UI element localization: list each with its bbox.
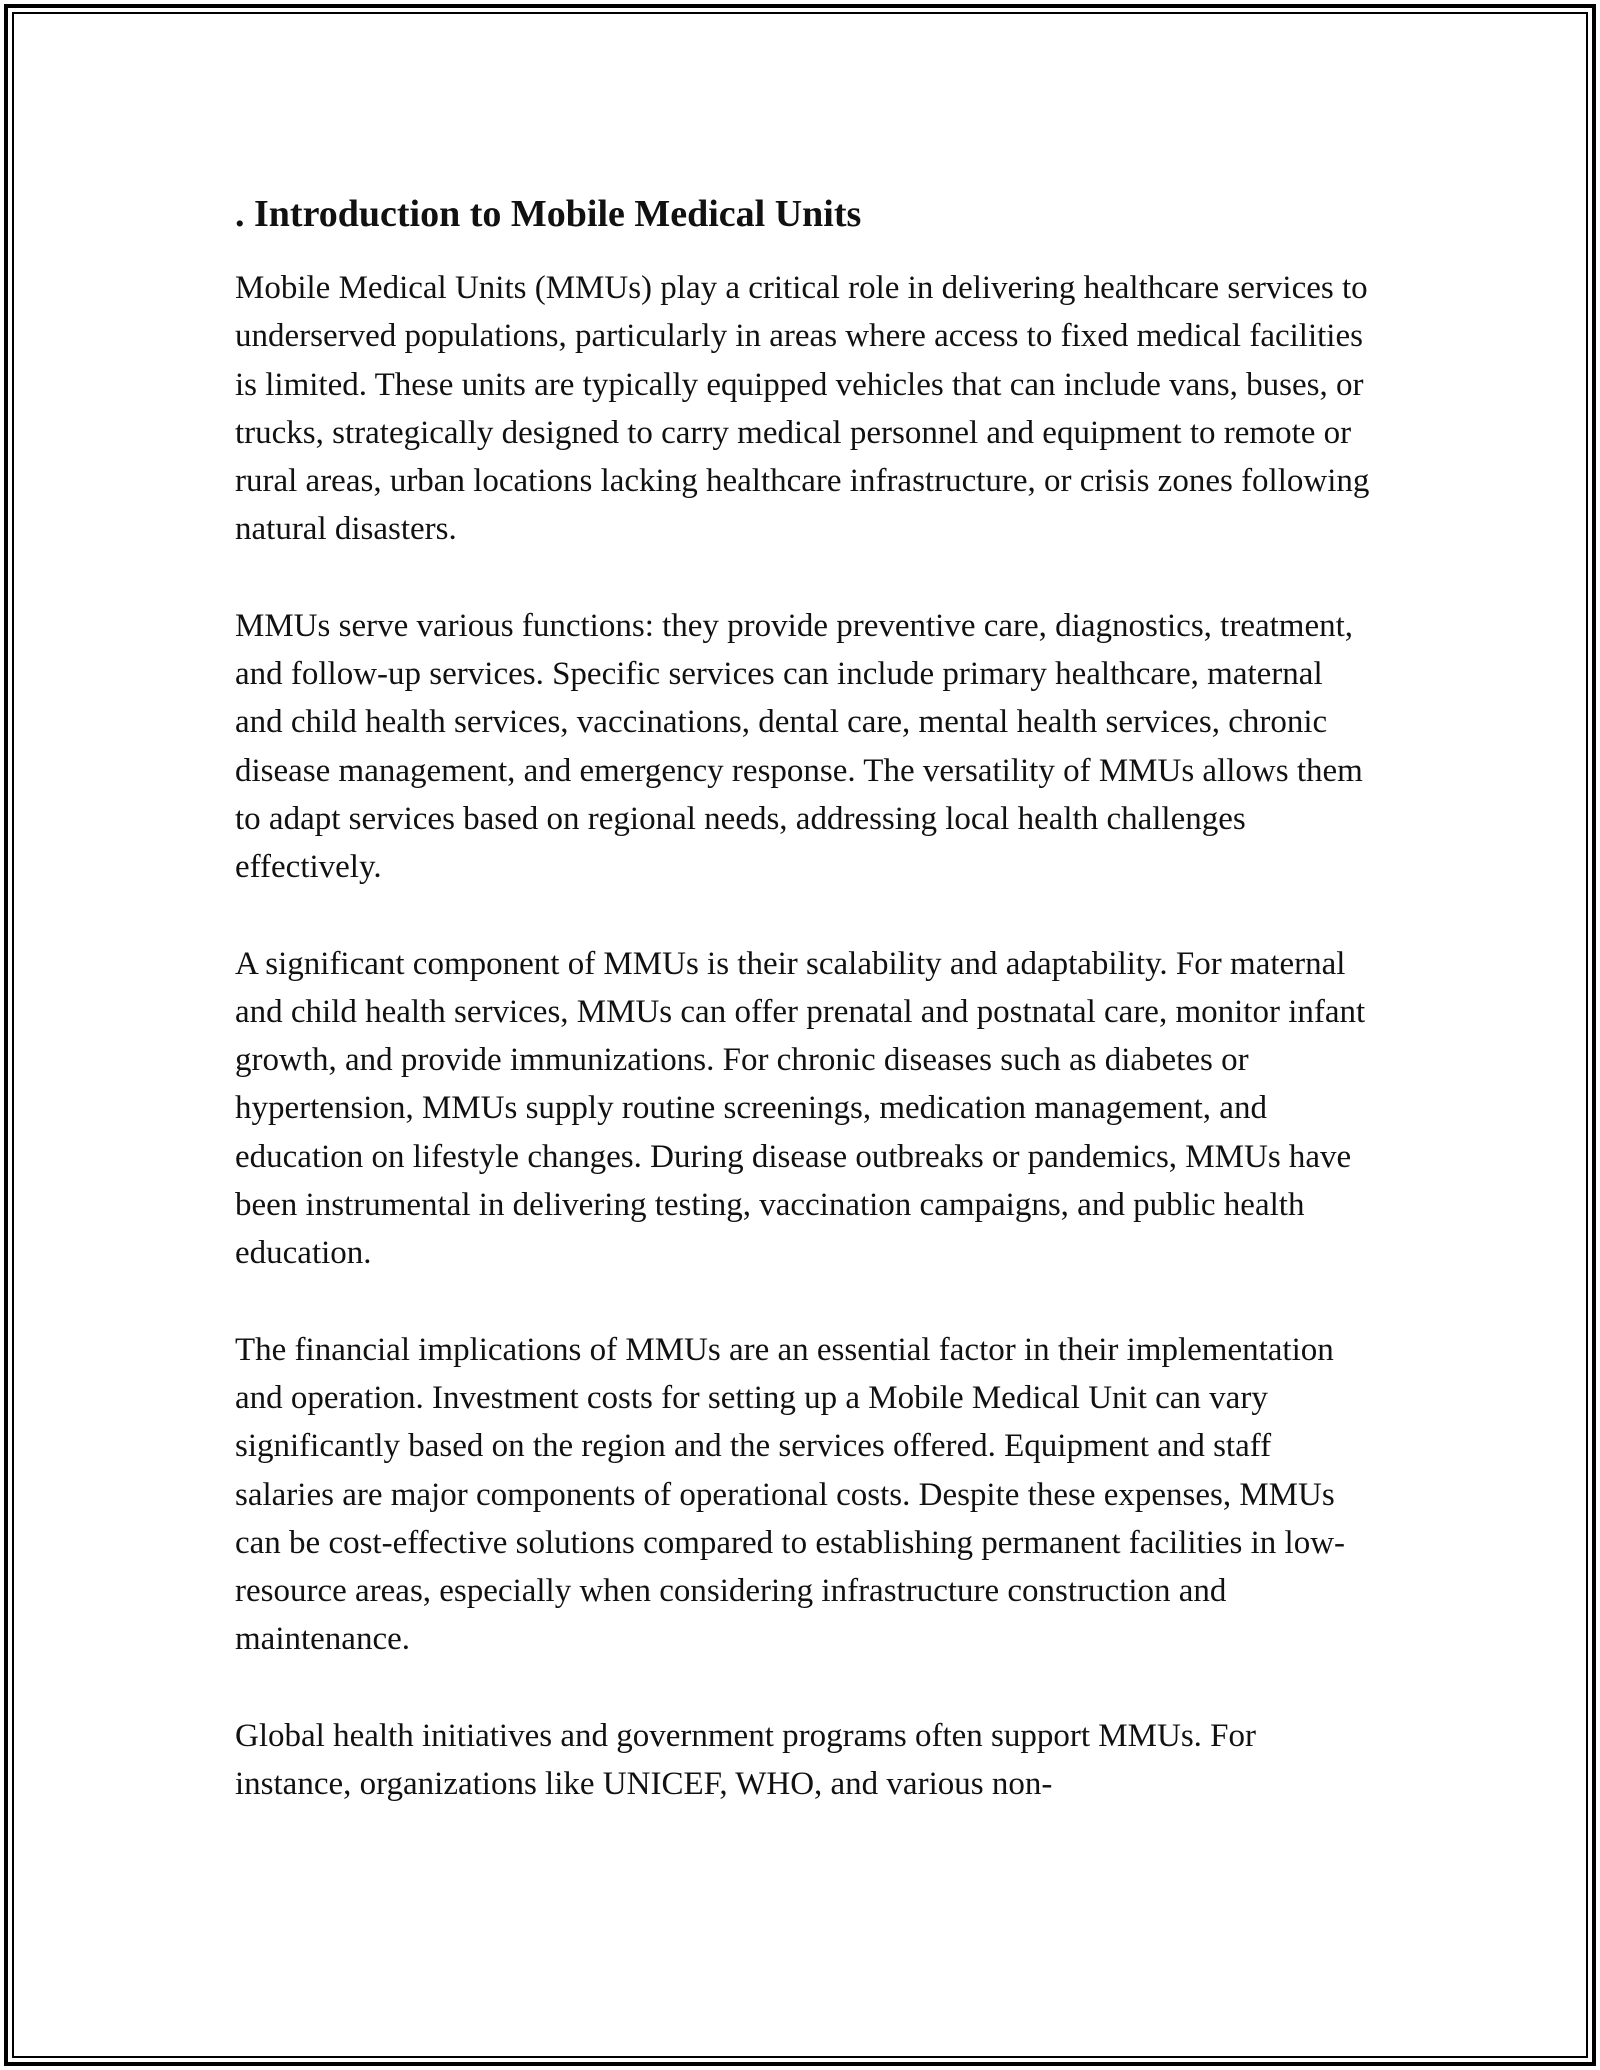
paragraph-financial: The financial implications of MMUs are an essential factor in their implementation and operation. Investment costs for setting up a Mobile Medical Unit can vary significantly based on the region and the services offered. Equipment and staff salaries are major components of operational costs. Despite these expenses, MMUs can be cost-effective solutions compared to establishing permanent facilities in low-resource areas, especially when considering infrastructure construction and maintenance.: [235, 1331, 1346, 1658]
paragraph-intro: Mobile Medical Units (MMUs) play a critical role in delivering healthcare services to underserved populations, particularly in areas where access to fixed medical facilities is limited. These units are typically equipped vehicles that can include vans, buses, or trucks, strategically designed to carry medical personnel and equipment to remote or rural areas, urban locations lacking healthcare infrastructure, or crisis zones following natural disasters.: [235, 270, 1370, 548]
paragraph-functions: MMUs serve various functions: they provide preventive care, diagnostics, treatment, and follow-up services. Specific services can include primary healthcare, maternal and child health services, vaccinations, dental care, mental health services, chronic disease management, and emergency response. The versatility of MMUs allows them to adapt services based on regional needs, addressing local health challenges effectively.: [235, 607, 1363, 886]
section-heading: . Introduction to Mobile Medical Units: [235, 193, 862, 235]
paragraph-global-initiatives: Global health initiatives and government programs often support MMUs. For instance, organizations like UNICEF, WHO, and various non-: [235, 1717, 1257, 1803]
paragraph-scalability: A significant component of MMUs is their scalability and adaptability. For maternal and child health services, MMUs can offer prenatal and postnatal care, monitor infant growth, and provide immunizations. For chronic diseases such as diabetes or hypertension, MMUs supply routine screenings, medication management, and education on lifestyle changes. During disease outbreaks or pandemics, MMUs have been instrumental in delivering testing, vaccination campaigns, and public health education.: [235, 945, 1366, 1272]
document-body: [235, 186, 1375, 1856]
